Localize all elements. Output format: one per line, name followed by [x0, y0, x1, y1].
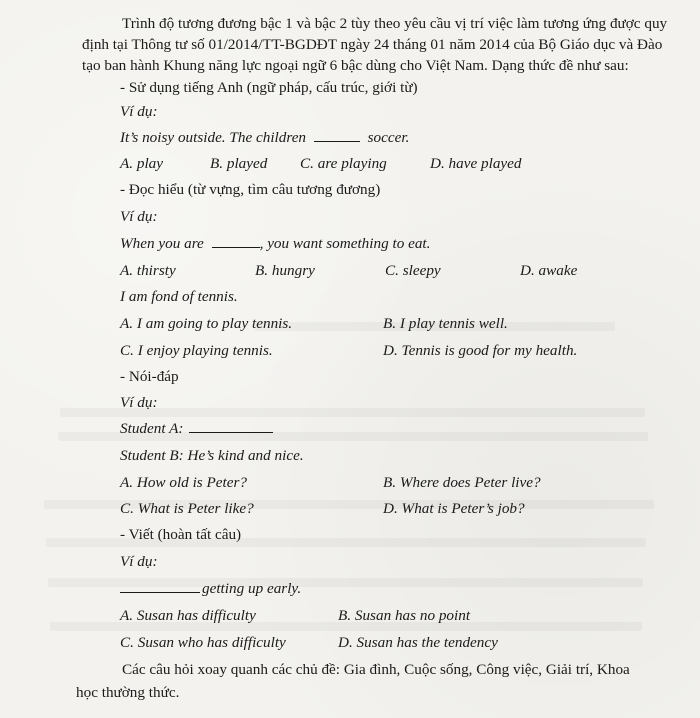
- reading-option-1-c: C. sleepy: [385, 262, 441, 279]
- grammar-question-end: soccer.: [367, 129, 410, 146]
- grammar-option-a: A. play: [120, 155, 164, 172]
- speaking-option-a: A. How old is Peter?: [120, 474, 247, 491]
- speaking-example-label: Ví dụ:: [120, 394, 158, 411]
- grammar-blank: [314, 129, 360, 142]
- writing-example-label: Ví dụ:: [120, 553, 158, 570]
- speaking-option-b: B. Where does Peter live?: [383, 474, 541, 491]
- reading-example-label: Ví dụ:: [120, 208, 158, 225]
- speaking-option-d: D. What is Peter’s job?: [383, 500, 525, 517]
- writing-question-end: getting up early.: [202, 580, 302, 597]
- reading-option-2-c: C. I enjoy playing tennis.: [120, 342, 273, 359]
- writing-option-d: D. Susan has the tendency: [338, 634, 498, 651]
- speaking-option-c: C. What is Peter like?: [120, 500, 254, 517]
- grammar-option-d: D. have played: [430, 155, 522, 172]
- reading-option-1-a: A. thirsty: [120, 262, 176, 279]
- grammar-question: [120, 129, 409, 147]
- reading-option-2-a: A. I am going to play tennis.: [120, 315, 293, 332]
- reading-question-2: I am fond of tennis.: [120, 288, 238, 305]
- grammar-question-start: It’s noisy outside. The children: [120, 129, 307, 146]
- reading-question-1-start: When you are: [120, 235, 204, 252]
- closing-line-1: Các câu hỏi xoay quanh các chủ đề: Gia đình, Cuộc sống, Công việc, Giải trí, Khoa: [122, 661, 630, 678]
- reading-option-1-d: D. awake: [520, 262, 578, 279]
- intro-line-2: định tại Thông tư số 01/2014/TT-BGDĐT ngày 24 tháng 01 năm 2014 của Bộ Giáo dục và Đào: [82, 36, 663, 53]
- grammar-option-c: C. are playing: [300, 155, 387, 172]
- grammar-heading: - Sử dụng tiếng Anh (ngữ pháp, cấu trúc, giới từ): [120, 79, 418, 96]
- writing-question: [120, 580, 301, 598]
- writing-option-c: C. Susan who has difficulty: [120, 634, 286, 651]
- reading-heading: - Đọc hiểu (từ vựng, tìm câu tương đương): [120, 181, 381, 198]
- speaking-student-a-label: Student A:: [120, 420, 184, 437]
- reading-option-2-d: D. Tennis is good for my health.: [383, 342, 578, 359]
- speaking-student-b: Student B: He’s kind and nice.: [120, 447, 304, 464]
- speaking-heading: - Nói-đáp: [120, 368, 179, 385]
- writing-heading: - Viết (hoàn tất câu): [120, 526, 242, 543]
- reading-question-1-end: , you want something to eat.: [259, 235, 431, 252]
- reading-option-1-b: B. hungry: [255, 262, 315, 279]
- grammar-example-label: Ví dụ:: [120, 103, 158, 120]
- grammar-option-b: B. played: [210, 155, 268, 172]
- closing-line-2: học thường thức.: [76, 684, 180, 701]
- reading-option-2-b: B. I play tennis well.: [383, 315, 508, 332]
- reading-question-1: [120, 235, 430, 253]
- speaking-blank: [189, 420, 273, 433]
- writing-blank: [120, 580, 200, 593]
- reading-blank: [212, 235, 260, 248]
- intro-line-3: tạo ban hành Khung năng lực ngoại ngữ 6 bậc dùng cho Việt Nam. Dạng thức đề như sau:: [82, 57, 629, 74]
- speaking-student-a: [120, 420, 273, 438]
- writing-option-b: B. Susan has no point: [338, 607, 471, 624]
- writing-option-a: A. Susan has difficulty: [120, 607, 256, 624]
- intro-line-1: Trình độ tương đương bậc 1 và bậc 2 tùy theo yêu cầu vị trí việc làm tương ứng được quy: [122, 15, 668, 32]
